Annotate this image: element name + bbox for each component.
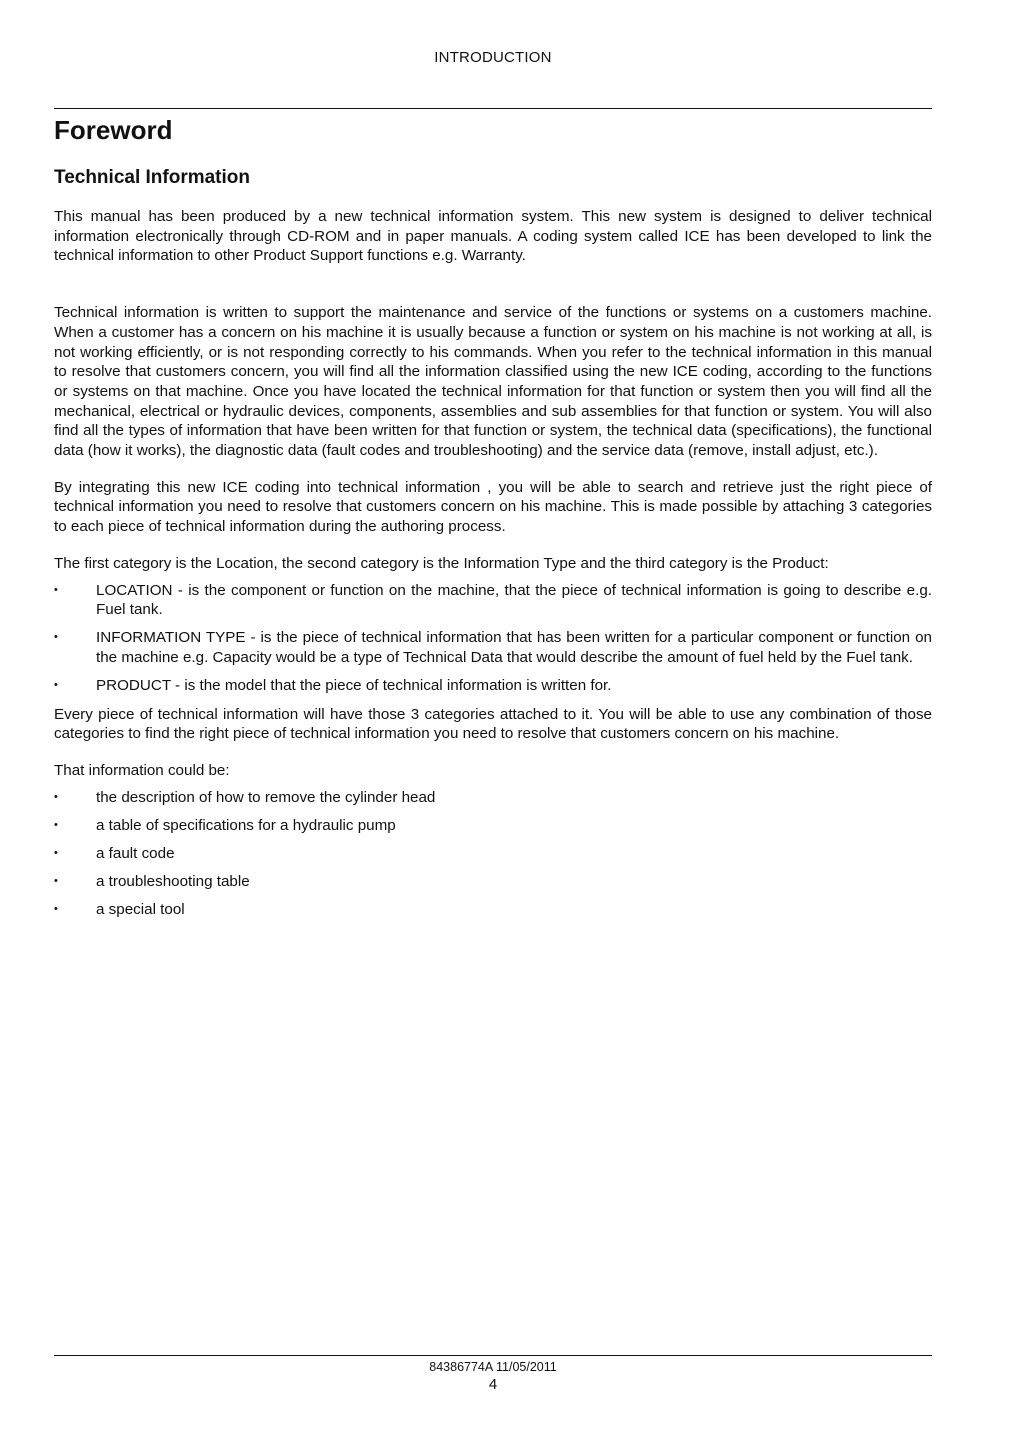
- list-item-text: the description of how to remove the cylinder head: [96, 788, 436, 806]
- paragraph-technical-info: Technical information is written to support the maintenance and service of the functions or systems on a customers machine. When a customer has a concern on his machine it is usually because a function or system on his machine is not working at all, is not working efficiently, or is not responding correctly to his commands. When you refer to the technical information in this manual to resolve that customers concern, you will find all the information classified using the new ICE coding, according to the functions or systems on that machine. Once you have located the technical information for that function or system then you will find all the mechanical, electrical or hydraulic devices, components, assemblies and sub assemblies for that function or system. You will also find all the types of information that have been written for that function or system, the technical data (specifications), the functional data (how it works), the diagnostic data (fault codes and troubleshooting) and the service data (remove, install adjust, etc.).: [54, 304, 932, 460]
- running-header: INTRODUCTION: [434, 49, 552, 66]
- information-list: [54, 788, 932, 921]
- paragraph-combination: Every piece of technical information will have those 3 categories attached to it. You will be able to use any combination of those categories to find the right piece of technical information you need to resolve that customers concern on his machine.: [54, 705, 932, 743]
- document-reference: 84386774A 11/05/2011: [429, 1360, 557, 1374]
- list-item: [54, 872, 932, 892]
- paragraph-information-could-be: That information could be:: [54, 761, 230, 779]
- page-title: Foreword: [54, 115, 173, 145]
- page-number: 4: [488, 1376, 498, 1393]
- bullet-icon: •: [54, 790, 58, 803]
- bullet-icon: •: [54, 583, 58, 596]
- list-item-text: LOCATION - is the component or function on the machine, that the piece of technical information is going to describe e.g. Fuel tank.: [96, 581, 932, 619]
- list-item: [54, 676, 932, 696]
- bullet-icon: •: [54, 847, 58, 860]
- list-item-text: a troubleshooting table: [96, 873, 250, 891]
- list-item: [54, 581, 932, 620]
- categories-list: [54, 581, 932, 697]
- paragraph-ice-coding: By integrating this new ICE coding into technical information , you will be able to search and retrieve just the right piece of technical information you need to resolve that customers concern on his machine. This is made possible by attaching 3 categories to each piece of technical information during the authoring process.: [54, 478, 932, 536]
- bullet-icon: •: [54, 818, 58, 831]
- list-item-text: a fault code: [96, 845, 175, 863]
- list-item-text: PRODUCT - is the model that the piece of technical information is written for.: [96, 677, 612, 695]
- list-item-text: a table of specifications for a hydraulic pump: [96, 816, 396, 834]
- bullet-icon: •: [54, 631, 58, 644]
- bullet-icon: •: [54, 903, 58, 916]
- paragraph-intro: This manual has been produced by a new technical information system. This new system is designed to deliver technical information electronically through CD-ROM and in paper manuals. A coding system called ICE has been developed to link the technical information to other Product Support functions e.g. Warranty.: [54, 208, 932, 265]
- section-heading: Technical Information: [54, 167, 251, 188]
- page-body: [54, 113, 932, 929]
- bullet-icon: •: [54, 679, 58, 692]
- bullet-icon: •: [54, 875, 58, 888]
- list-item: [54, 900, 932, 920]
- list-item: [54, 816, 932, 836]
- header-rule: [54, 108, 932, 109]
- list-item: [54, 844, 932, 864]
- list-item-text: INFORMATION TYPE - is the piece of technical information that has been written for a particular component or function on the machine e.g. Capacity would be a type of Technical Data that would describe the amount of fuel held by the Fuel tank.: [96, 629, 932, 667]
- list-item-text: a special tool: [96, 901, 185, 919]
- list-item: [54, 628, 932, 667]
- list-item: [54, 788, 932, 808]
- footer-rule: [54, 1355, 932, 1356]
- paragraph-categories: The first category is the Location, the second category is the Information Type and the third category is the Product:: [54, 554, 829, 572]
